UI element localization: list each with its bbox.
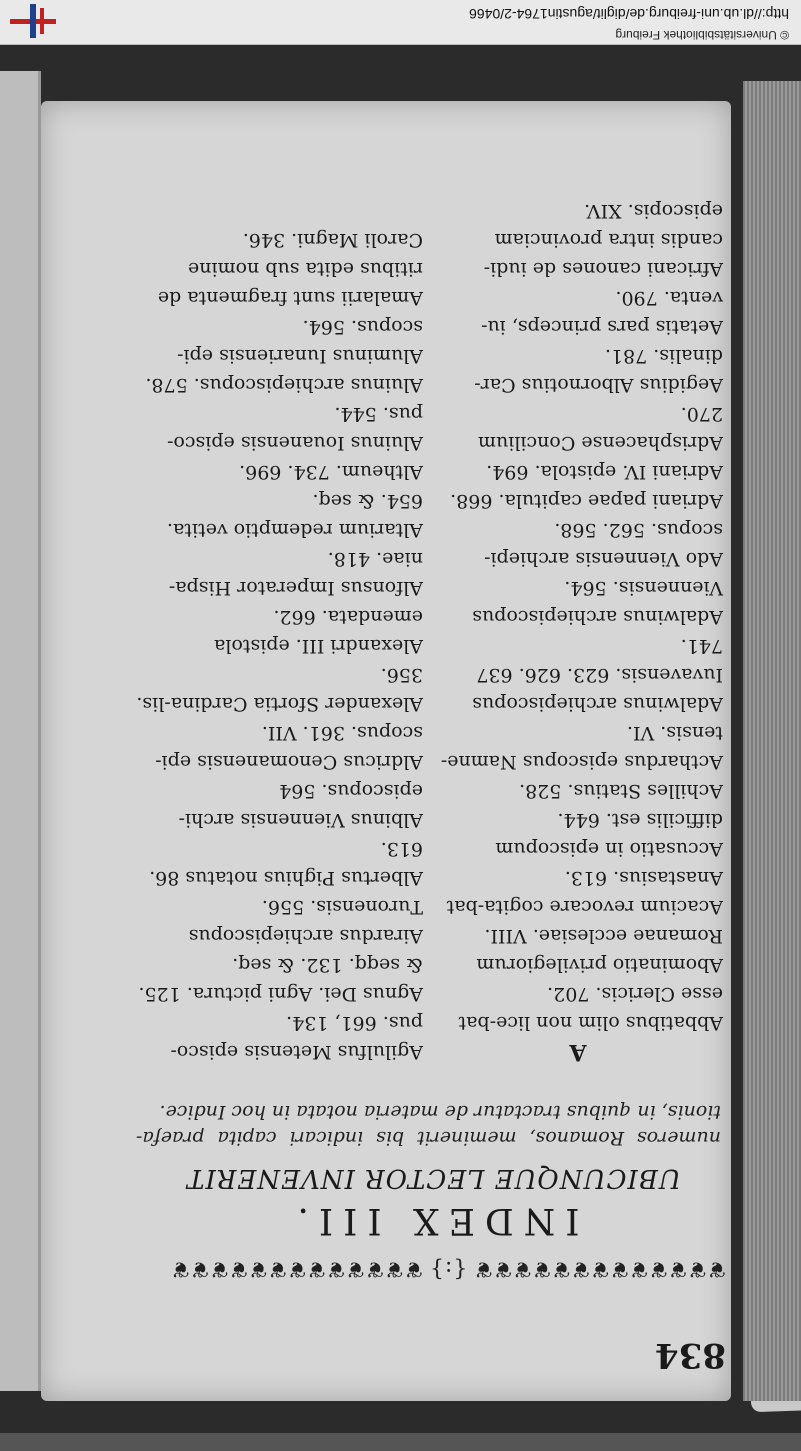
index-entry: Albertus Pighius notatus 86. 613.	[149, 838, 423, 889]
index-entry: Acacium revocare cogita-bat Anastasius. 613.	[446, 867, 723, 918]
section-letter: A	[569, 1039, 587, 1065]
index-entry: Abbatibus olim non lice-bat esse Clericis. 702.	[458, 983, 723, 1034]
index-entry: Adalwinus archiepiscopus Viennensis. 564.	[472, 577, 723, 628]
index-entry: Africani canones de iudi-candis intra provinciam episcopis. XIV.	[483, 200, 723, 280]
page-number: 834	[655, 1335, 726, 1375]
index-entry: Aluinus archiepiscopus. 578.	[145, 374, 423, 396]
index-entry: Amalarii sunt fragmenta de ritibus edita sub nomine Caroli Magni. 346.	[157, 229, 423, 309]
index-entry: Airardus archiepiscopus Turonensis. 556.	[188, 896, 423, 947]
index-entry: Altarium redemptio vetita. 654. & seq.	[166, 490, 423, 541]
index-entry: Agnus Dei. Agni pictura. 125. & seqq. 132. & seq.	[138, 954, 423, 1005]
footer-strip	[0, 1433, 801, 1451]
index-entry: Aldricus Cenomanensis epi-scopus. 361. VII.	[155, 722, 423, 773]
left-entry-list	[433, 196, 723, 1037]
index-entry: Acthardus episcopus Namne-tensis. VI.	[440, 722, 723, 773]
index-entry: Alexander Sfortia Cardina-lis. 356.	[136, 664, 423, 715]
index-entry: Adrisphacense Concilium 270.	[477, 403, 723, 454]
index-entry: Aegidius Albornotius Car-dinalis. 781.	[474, 345, 723, 396]
index-entry: Alfonsus Imperator Hispa-niae. 418.	[168, 548, 423, 599]
index-entry: Aluinus Iouanensis episco-pus. 544.	[167, 403, 423, 454]
index-entry: Achilles Statius. 528.	[519, 780, 723, 802]
index-entry: Aetatis pars princeps, iu-venta. 790.	[481, 287, 723, 338]
index-entry: Adalwinus archiepiscopus Iuvavensis. 623. 626. 637 741.	[472, 635, 723, 715]
index-entry: Aluminus Iunariensis epi-scopus. 564.	[177, 316, 423, 367]
book-page-edges	[743, 81, 801, 1401]
ornament-center: {:}	[428, 1256, 468, 1281]
copyright-text: © Universitätsbibliothek Freiburg	[615, 28, 789, 42]
index-entry: Altheum. 734. 696.	[239, 461, 423, 483]
index-entry: Ado Viennensis archiepi-scopus. 562. 568.	[484, 519, 723, 570]
decorative-border: ❦❦❦❦❦❦❦❦❦❦❦❦❦{:}❦❦❦❦❦❦❦❦❦❦❦❦❦	[170, 1256, 726, 1281]
facing-page-edge	[0, 71, 41, 1391]
index-entry: Adriani papae capitula. 668.	[450, 490, 723, 512]
index-entry: Albinus Viennensis archi-episcopus. 564	[178, 780, 423, 831]
viewer-header-bar	[0, 0, 801, 45]
index-entry: Abominatio privilegiorum Romanae ecclesiae. VIII.	[476, 925, 723, 976]
index-preface: numeros Romanos, meminerit bis indicari capita praefa-tionis, in quibus tractatur de materia notata in hoc Indice.	[136, 1101, 721, 1149]
index-entry: Alexandri III. epistola emendata. 662.	[214, 606, 423, 657]
index-entry: Agilulfus Metensis episco-pus. 661, 134.	[170, 1012, 423, 1063]
index-column-left	[433, 196, 723, 1066]
index-entry: Accusatio in episcopum difficilis est. 644.	[495, 809, 723, 860]
index-subtitle: UBICUNQUE LECTOR INVENERIT	[186, 1163, 681, 1193]
index-entry: Adriani IV. epistola. 694.	[486, 461, 723, 483]
university-logo-icon	[10, 4, 56, 38]
page-url[interactable]: http://dl.ub.uni-freiburg.de/diglit/agustin1764-2/0466	[469, 6, 789, 22]
right-entry-list	[133, 225, 423, 1066]
index-title: INDEX III.	[287, 1200, 580, 1241]
index-column-right	[133, 225, 423, 1066]
